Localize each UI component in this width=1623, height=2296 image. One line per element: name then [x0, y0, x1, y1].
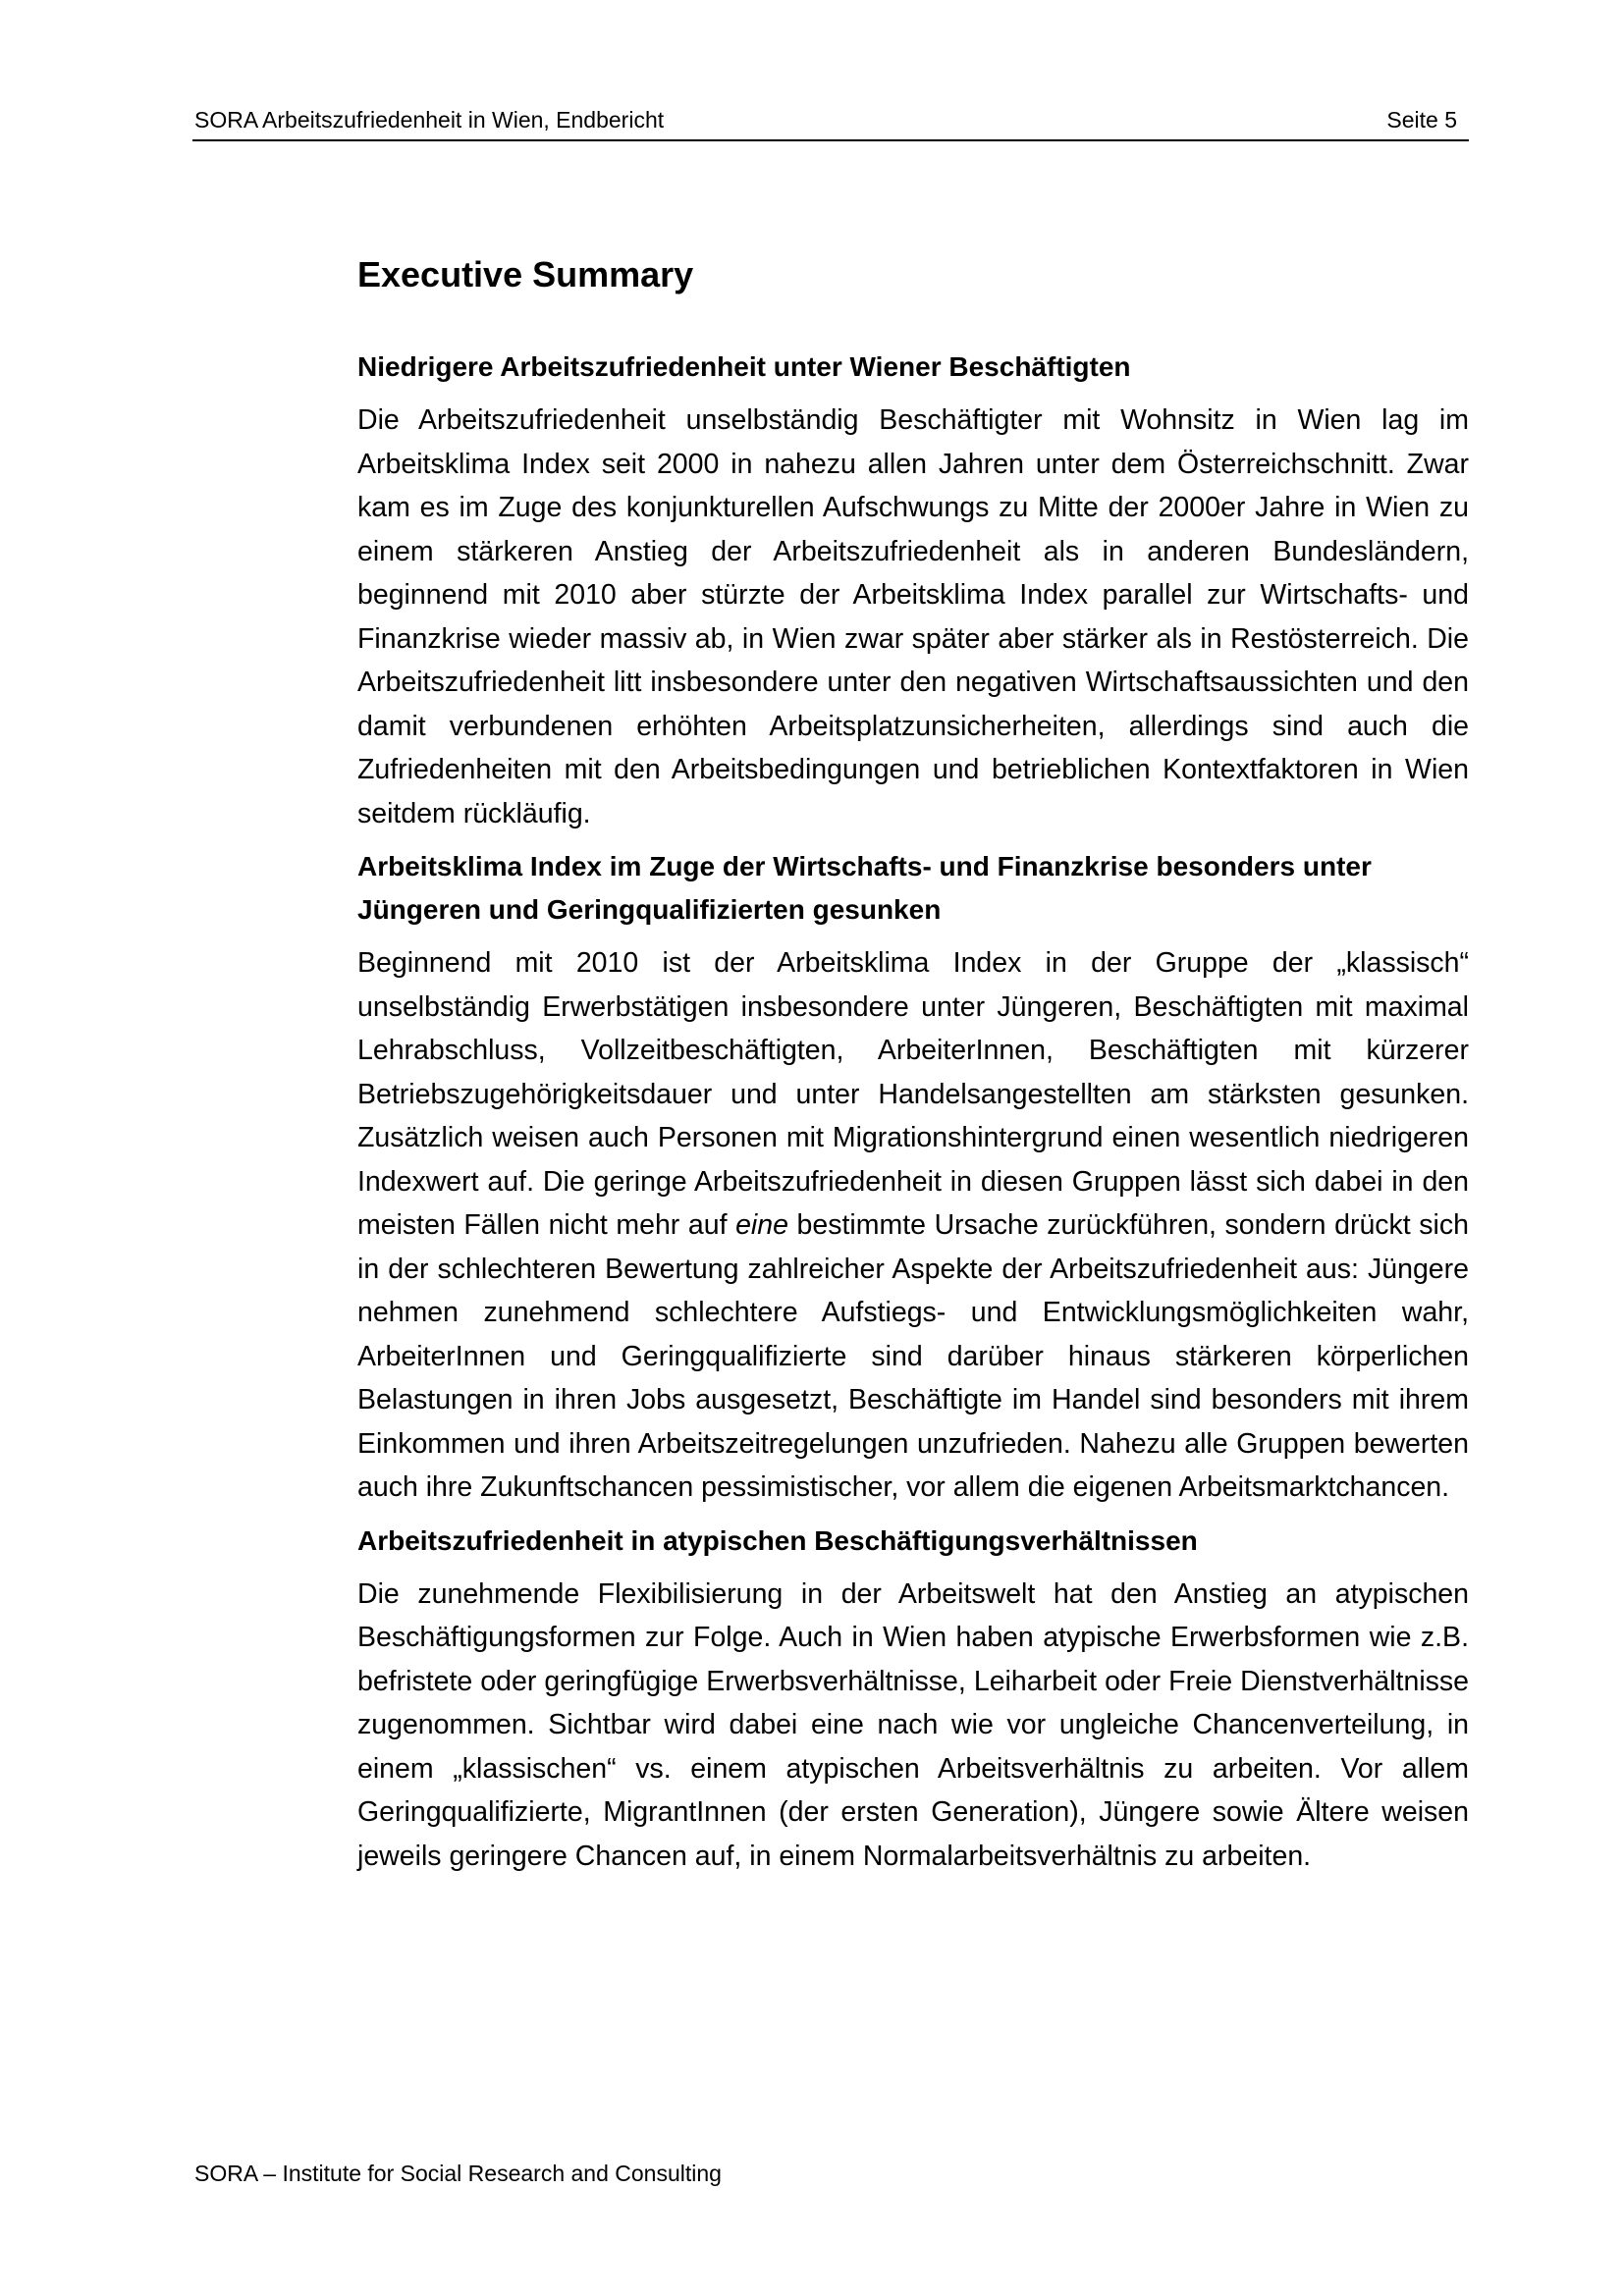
section-heading: Arbeitsklima Index im Zuge der Wirtschafts- und Finanzkrise besonders unter Jüngeren und Geringqualifizierten gesunken: [357, 851, 1372, 925]
paragraph-text: Beginnend mit 2010 ist der Arbeitsklima Index in der Gruppe der „klassisch“ unselbständig Erwerbstätigen insbesondere unter Jüngeren, Beschäftigten mit maximal Lehrabschluss, Vollzeitbeschäftigten, ArbeiterInnen, Beschäftigten mit kürzerer Betriebszugehörigkeitsdauer und unter Handelsangestellten am stärksten gesunken. Zusätzlich weisen auch Personen mit Migrationshintergrund einen wesentlich niedrigeren Indexwert auf. Die geringe Arbeitszufriedenheit in diesen Gruppen lässt sich dabei in den meisten Fällen nicht mehr auf: [357, 947, 1469, 1241]
section-atypical-employment: [357, 1520, 1469, 1879]
page-header: [192, 104, 1469, 141]
report-title: SORA Arbeitszufriedenheit in Wien, Endbericht: [194, 107, 665, 133]
paragraph-text: bestimmte Ursache zurückführen, sondern drückt sich in der schlechteren Bewertung zahlreicher Aspekte der Arbeitszufriedenheit aus: Jüngere nehmen zunehmend schlechtere Aufstiegs- und Entwicklungsmöglichkeiten wahr, ArbeiterInnen und Geringqualifizierte sind darüber hinaus stärkeren körperlichen Belastungen in ihren Jobs ausgesetzt, Beschäftigte im Handel sind besonders mit ihrem Einkommen und ihren Arbeitszeitregelungen unzufrieden. Nahezu alle Gruppen bewerten auch ihre Zukunftschancen pessimistischer, vor allem die eigenen Arbeitsmarktchancen.: [357, 1209, 1469, 1503]
section-heading: Niedrigere Arbeitszufriedenheit unter Wiener Beschäftigten: [357, 351, 1131, 382]
page-number: Seite 5: [1386, 107, 1457, 133]
section-heading: Arbeitszufriedenheit in atypischen Beschäftigungsverhältnissen: [357, 1524, 1198, 1556]
section-paragraph: Die Arbeitszufriedenheit unselbständig Beschäftigter mit Wohnsitz in Wien lag im Arbeitsklima Index seit 2000 in nahezu allen Jahren unter dem Österreichschnitt. Zwar kam es im Zuge des konjunkturellen Aufschwungs zu Mitte der 2000er Jahre in Wien zu einem stärkeren Anstieg der Arbeitszufriedenheit als in anderen Bundesländern, beginnend mit 2010 aber stürzte der Arbeitsklima Index parallel zur Wirtschafts- und Finanzkrise wieder massiv ab, in Wien zwar später aber stärker als in Restösterreich. Die Arbeitszufriedenheit litt insbesondere unter den negativen Wirtschaftsaussichten und den damit verbundenen erhöhten Arbeitsplatzunsicherheiten, allerdings sind auch die Zufriedenheiten mit den Arbeitsbedingungen und betrieblichen Kontextfaktoren in Wien seitdem rückläufig.: [357, 404, 1469, 829]
emphasized-word: eine: [735, 1209, 788, 1241]
section-lower-satisfaction: [357, 346, 1469, 835]
section-index-decline: [357, 845, 1469, 1510]
section-paragraph: [357, 941, 1469, 1510]
document-body: [357, 249, 1469, 1888]
document-title: Executive Summary: [357, 254, 694, 294]
page-footer: SORA – Institute for Social Research and Consulting: [194, 2161, 722, 2186]
section-paragraph: Die zunehmende Flexibilisierung in der Arbeitswelt hat den Anstieg an atypischen Beschäftigungsformen zur Folge. Auch in Wien haben atypische Erwerbsformen wie z.B. befristete oder geringfügige Erwerbsverhältnisse, Leiharbeit oder Freie Dienstverhältnisse zugenommen. Sichtbar wird dabei eine nach wie vor ungleiche Chancenverteilung, in einem „klassischen“ vs. einem atypischen Arbeitsverhältnis zu arbeiten. Vor allem Geringqualifizierte, MigrantInnen (der ersten Generation), Jüngere sowie Ältere weisen jeweils geringere Chancen auf, in einem Normalarbeitsverhältnis zu arbeiten.: [357, 1577, 1469, 1872]
